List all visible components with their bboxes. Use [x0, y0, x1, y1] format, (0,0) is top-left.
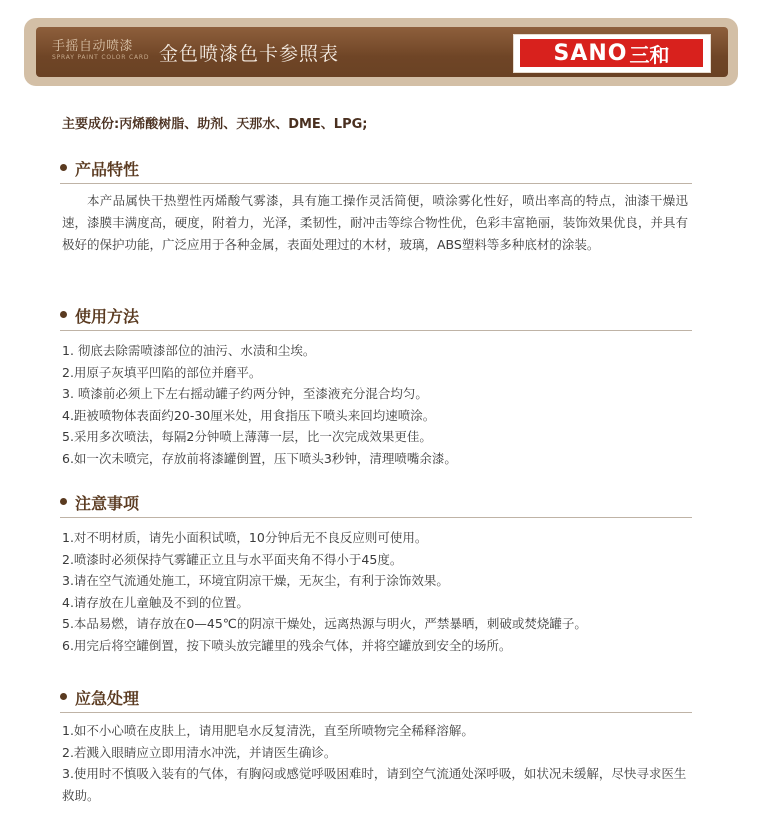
list-item: 1. 彻底去除需喷漆部位的油污、水渍和尘埃。	[62, 343, 316, 358]
brand-name-cn: 手摇自动喷漆	[52, 39, 134, 54]
logo-plate	[520, 39, 703, 67]
bullet-dot-icon	[60, 164, 67, 171]
list-item: 2.用原子灰填平凹陷的部位并磨平。	[62, 364, 262, 380]
section-header-emergency	[60, 686, 692, 713]
features-paragraph: 本产品属快干热塑性丙烯酸气雾漆，具有施工操作灵活简便，喷涂雾化性好，喷出率高的特点，油漆干燥迅速，漆膜丰满度高，硬度，附着力，光泽，柔韧性，耐冲击等综合物性优，色彩丰富艳丽，装饰效果优良，并具有极好的保护功能，广泛应用于各种金属，表面处理过的木材，玻璃，ABS塑料等多种底材的涂装。	[62, 193, 688, 252]
section-header-features	[60, 157, 692, 184]
list-item: 5.本品易燃，请存放在0—45℃的阴凉干燥处，远离热源与明火，严禁暴晒，刺破或焚烧罐子。	[62, 616, 587, 631]
section-title: 应急处理	[75, 689, 140, 708]
list-item: 1.如不小心喷在皮肤上，请用肥皂水反复清洗，直至所喷物完全稀释溶解。	[62, 723, 474, 738]
bullet-dot-icon	[60, 311, 67, 318]
list-item: 4.距被喷物体表面约20-30厘米处，用食指压下喷头来回均速喷涂。	[62, 407, 436, 423]
bullet-dot-icon	[60, 693, 67, 700]
logo-latin-text: SANO	[553, 40, 628, 66]
list-item: 5.采用多次喷法，每隔2分钟喷上薄薄一层，比一次完成效果更佳。	[62, 429, 432, 444]
sanhe-logo	[513, 34, 711, 73]
list-item: 2.若溅入眼睛应立即用清水冲洗，并请医生确诊。	[62, 744, 337, 760]
section-header-notes	[60, 491, 692, 518]
list-item: 6.如一次未喷完，存放前将漆罐倒置，压下喷头3秒钟，清理喷嘴余漆。	[62, 450, 457, 466]
page-title: 金色喷漆色卡参照表	[159, 43, 340, 65]
list-item: 1.对不明材质，请先小面积试喷，10分钟后无不良反应则可使用。	[62, 530, 428, 545]
list-item: 3.使用时不慎吸入装有的气体，有胸闷或感觉呼吸困难时，请到空气流通处深呼吸，如状况未缓解，尽快寻求医生救助。	[62, 766, 687, 803]
notes-list	[62, 527, 692, 656]
list-item: 3. 喷漆前必须上下左右摇动罐子约两分钟，至漆液充分混合均匀。	[62, 386, 428, 401]
section-title: 产品特性	[75, 160, 140, 179]
list-item: 4.请存放在儿童触及不到的位置。	[62, 594, 249, 610]
brand-name-en: SPRAY PAINT COLOR CARD	[52, 54, 150, 61]
list-item: 2.喷漆时必须保持气雾罐正立且与水平面夹角不得小于45度。	[62, 551, 403, 567]
list-item: 3.请在空气流通处施工，环境宜阴凉干燥，无灰尘，有利于涂饰效果。	[62, 573, 449, 588]
bullet-dot-icon	[60, 498, 67, 505]
emergency-list	[62, 720, 692, 806]
section-title: 使用方法	[75, 307, 140, 326]
logo-han-text: 三和	[629, 42, 670, 67]
section-header-usage	[60, 304, 692, 331]
ingredients-line: 主要成份:丙烯酸树脂、助剂、天那水、DME、LPG;	[62, 117, 368, 132]
list-item: 6.用完后将空罐倒置，按下喷头放完罐里的残余气体，并将空罐放到安全的场所。	[62, 637, 512, 653]
section-title: 注意事项	[75, 494, 140, 513]
usage-list	[62, 340, 692, 469]
